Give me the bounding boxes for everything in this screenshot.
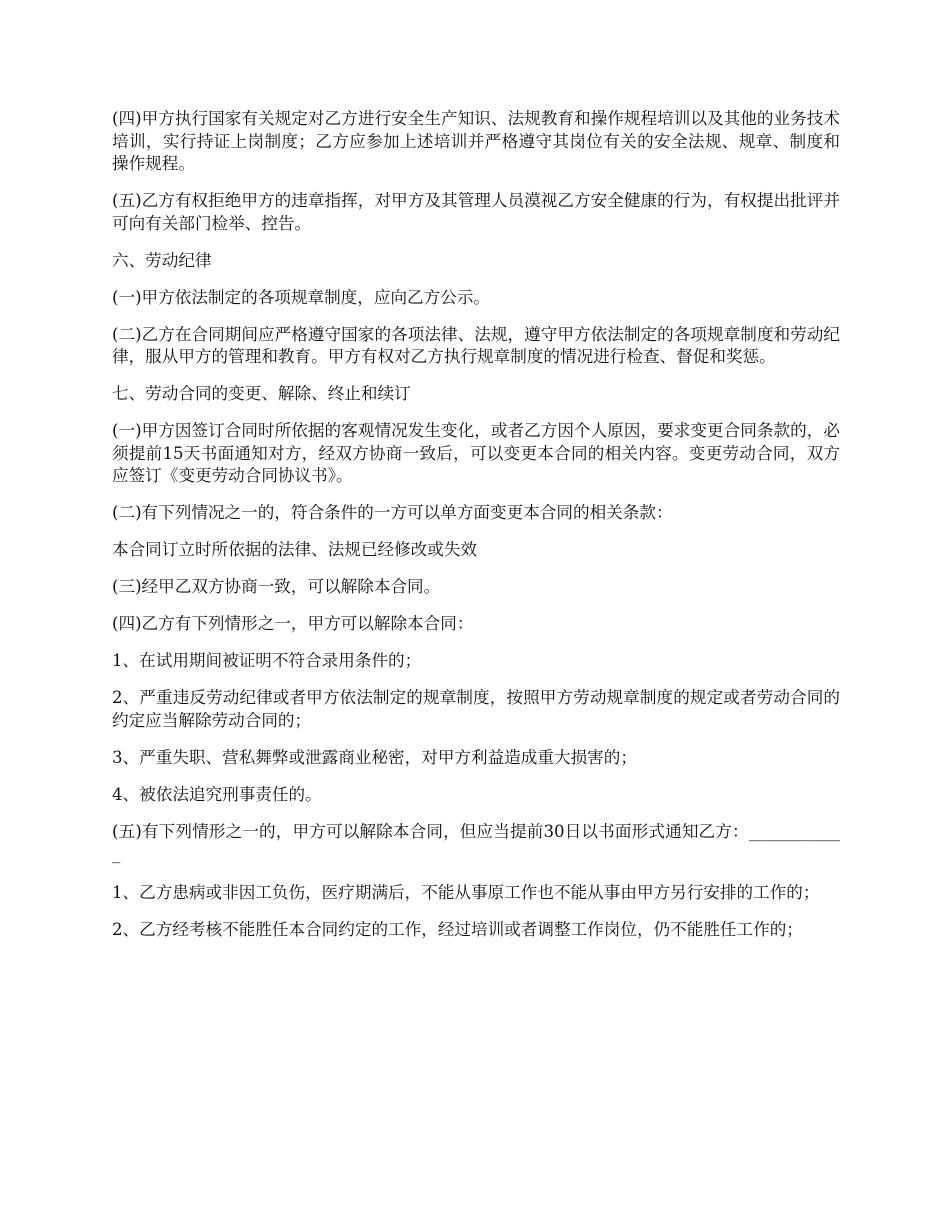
section-heading-labor-discipline: 六、劳动纪律: [112, 250, 212, 270]
change-condition: 本合同订立时所依据的法律、法规已经修改或失效: [112, 540, 478, 559]
termination-item-4: 4、被依法追究刑事责任的。: [112, 784, 322, 804]
change-clause-4: (四)乙方有下列情形之一，甲方可以解除本合同：: [112, 614, 474, 633]
document-page: [112, 108, 840, 956]
change-clause-2: (二)有下列情况之一的，符合条件的一方可以单方面变更本合同的相关条款：: [112, 503, 673, 522]
discipline-clause-1: (一)甲方依法制定的各项规章制度，应向乙方公示。: [112, 287, 491, 307]
notice-item-2: 2、乙方经考核不能胜任本合同约定的工作，经过培训或者调整工作岗位，仍不能胜任工作的；: [112, 919, 803, 939]
change-clause-5: (五)有下列情形之一的，甲方可以解除本合同，但应当提前30日以书面形式通知乙方：____________: [112, 821, 840, 863]
termination-item-3: 3、严重失职、营私舞弊或泄露商业秘密，对甲方利益造成重大损害的；: [112, 747, 637, 767]
section-heading-contract-changes: 七、劳动合同的变更、解除、终止和续订: [112, 384, 411, 403]
notice-item-1: 1、乙方患病或非因工负伤，医疗期满后，不能从事原工作也不能从事由甲方另行安排的工作的；: [112, 882, 820, 902]
change-clause-3: (三)经甲乙双方协商一致，可以解除本合同。: [112, 577, 441, 596]
termination-item-2: 2、严重违反劳动纪律或者甲方依法制定的规章制度，按照甲方劳动规章制度的规定或者劳动合同的约定应当解除劳动合同的；: [112, 688, 840, 730]
discipline-clause-2: (二)乙方在合同期间应严格遵守国家的各项法律、法规，遵守甲方依法制定的各项规章制度和劳动纪律，服从甲方的管理和教育。甲方有权对乙方执行规章制度的情况进行检查、督促和奖惩。: [112, 324, 840, 366]
clause-5-refuse-orders: (五)乙方有权拒绝甲方的违章指挥，对甲方及其管理人员漠视乙方安全健康的行为，有权提出批评并可向有关部门检举、控告。: [112, 191, 840, 233]
termination-item-1: 1、在试用期间被证明不符合录用条件的；: [112, 651, 422, 670]
clause-4-safety-training: (四)甲方执行国家有关规定对乙方进行安全生产知识、法规教育和操作规程培训以及其他的业务技术培训，实行持证上岗制度；乙方应参加上述培训并严格遵守其岗位有关的安全法规、规章、制度和操作规程。: [112, 109, 840, 173]
change-clause-1: (一)甲方因签订合同时所依据的客观情况发生变化，或者乙方因个人原因，要求变更合同条款的，必须提前15天书面通知对方，经双方协商一致后，可以变更本合同的相关内容。变更劳动合同，双方应签订《变更劳动合同协议书》。: [112, 421, 840, 485]
